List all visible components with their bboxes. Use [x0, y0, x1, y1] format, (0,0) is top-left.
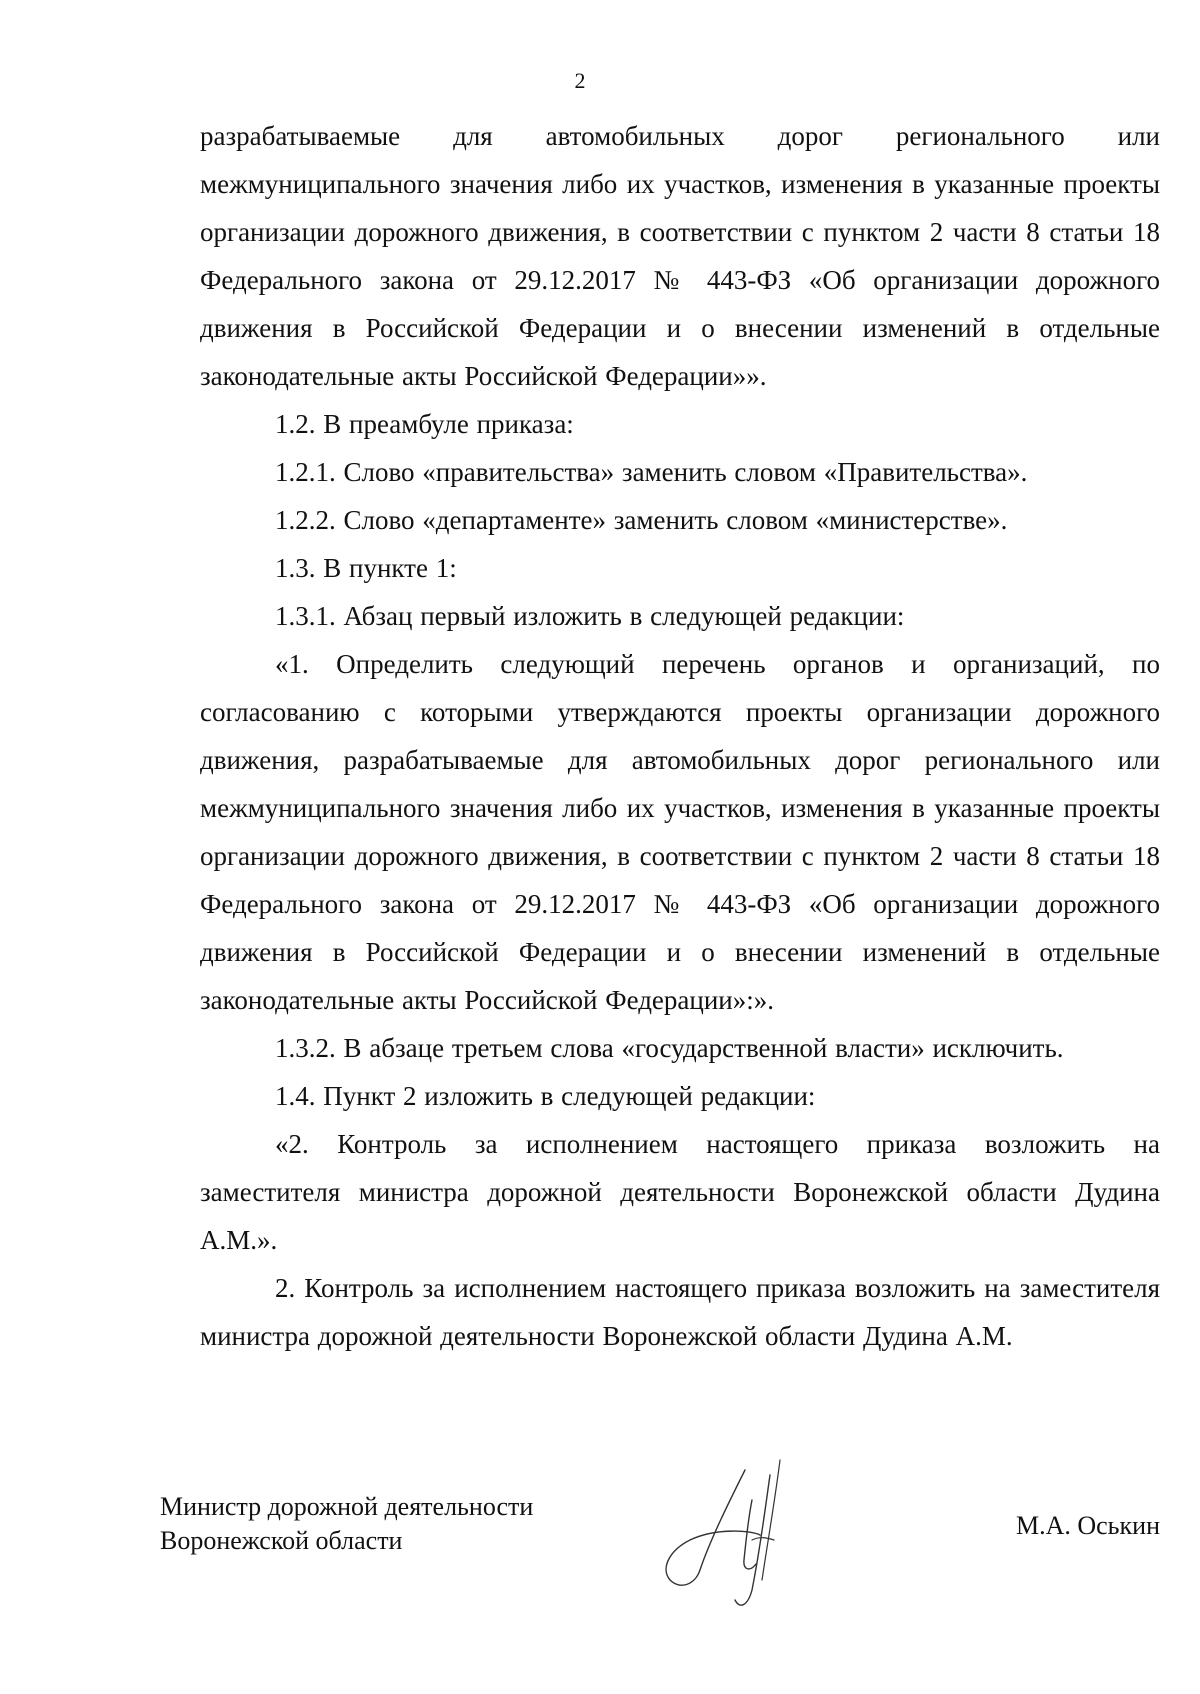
paragraph: разрабатываемые для автомобильных дорог регионального или межмуниципального значения либо их участков, изменения в указанные проекты организации дорожного движения, в соответствии с пунктом 2 части 8 статьи 18 Федерального закона от 29.12.2017 № 443-ФЗ «Об организации дорожного движения в Российской Федерации и о внесении изменений в отдельные законодательные акты Российской Федерации»». — [200, 121, 1160, 391]
paragraph: «1. Определить следующий перечень органов и организаций, по согласованию с которыми утверждаются проекты организации дорожного движения, разрабатываемые для автомобильных дорог регионального или межмуниципального значения либо их участков, изменения в указанные проекты организации дорожного движения, в соответствии с пунктом 2 части 8 статьи 18 Федерального закона от 29.12.2017 № 443-ФЗ «Об организации дорожного движения в Российской Федерации и о внесении изменений в отдельные законодательные акты Российской Федерации»:». — [200, 649, 1160, 1015]
document-body — [200, 112, 1160, 1360]
handwritten-signature — [640, 1440, 840, 1620]
position-line: Министр дорожной деятельности — [160, 1492, 534, 1521]
paragraph: 1.2.2. Слово «департаменте» заменить словом «министерстве». — [275, 505, 1008, 535]
paragraph: 1.4. Пункт 2 изложить в следующей редакции: — [275, 1081, 816, 1111]
paragraph: 1.3. В пункте 1: — [275, 553, 457, 583]
paragraph: 1.2. В преамбуле приказа: — [275, 409, 574, 439]
position-line: Воронежской области — [160, 1526, 403, 1555]
signatory-position — [160, 1490, 533, 1558]
signatory-name: М.А. Оськин — [1015, 1511, 1160, 1540]
paragraph: 1.3.2. В абзаце третьем слова «государственной власти» исключить. — [275, 1033, 1064, 1063]
paragraph: 1.2.1. Слово «правительства» заменить словом «Правительства». — [275, 457, 1028, 487]
paragraph: «2. Контроль за исполнением настоящего приказа возложить на заместителя министра дорожной деятельности Воронежской области Дудина А.М.». — [200, 1129, 1160, 1255]
page-number: 2 — [574, 68, 586, 93]
paragraph: 1.3.1. Абзац первый изложить в следующей редакции: — [275, 601, 905, 631]
paragraph: 2. Контроль за исполнением настоящего приказа возложить на заместителя министра дорожной деятельности Воронежской области Дудина А.М. — [200, 1273, 1160, 1351]
